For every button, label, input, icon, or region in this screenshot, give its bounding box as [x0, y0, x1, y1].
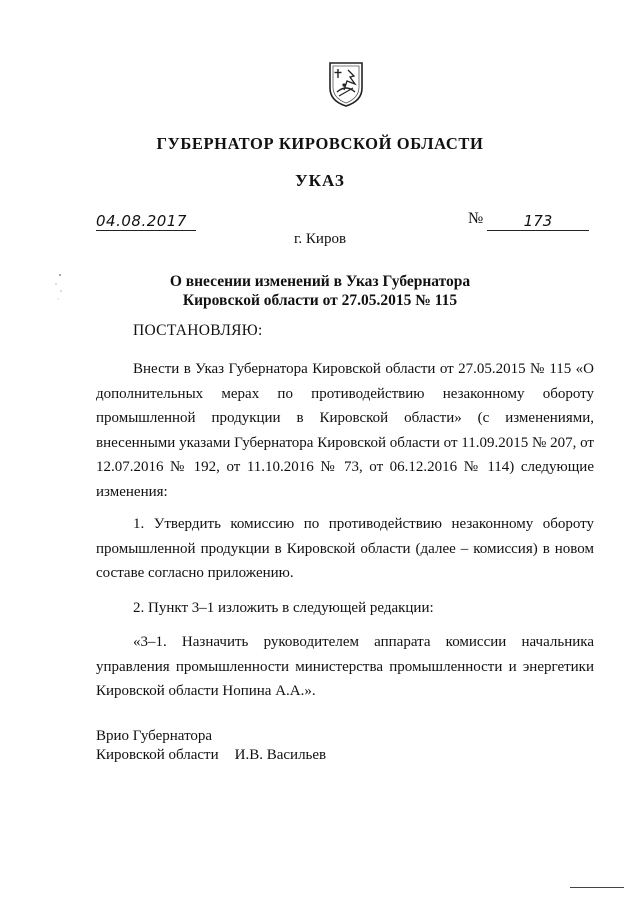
signature-block	[96, 727, 326, 764]
coat-of-arms-icon	[327, 60, 365, 108]
paragraph-item-2: 2. Пункт 3–1 изложить в следующей редакции:	[133, 599, 434, 616]
handwritten-date: 04.08.2017	[96, 212, 196, 231]
document-type: УКАЗ	[295, 171, 345, 190]
issuing-authority: ГУБЕРНАТОР КИРОВСКОЙ ОБЛАСТИ	[156, 134, 484, 153]
scan-specks	[52, 272, 66, 302]
signatory-position-line-1: Врио Губернатора	[96, 728, 213, 744]
paragraph-item-1: 1. Утвердить комиссию по противодействию незаконному обороту промышленной продукции в Кировской области (далее – комиссия) в новом составе согласно приложению.	[96, 516, 594, 581]
signatory-position-line-2: Кировской области	[96, 746, 219, 763]
decree-word: ПОСТАНОВЛЯЮ:	[133, 322, 263, 339]
number-label: №	[468, 210, 484, 227]
title-line-2: Кировской области от 27.05.2015 № 115	[182, 292, 458, 309]
handwritten-number: 173	[487, 212, 589, 231]
paragraph-quoted-amendment: «3–1. Назначить руководителем аппарата комиссии начальника управления промышленности министерства промышленности и энергетики Кировской области Нопина А.А.».	[96, 634, 594, 699]
document-title	[0, 272, 640, 310]
signatory-name: И.В. Васильев	[234, 746, 327, 763]
title-line-1: О внесении изменений в Указ Губернатора	[169, 273, 471, 290]
footer-mark-line	[570, 887, 624, 888]
paragraph-intro: Внести в Указ Губернатора Кировской области от 27.05.2015 № 115 «О дополнительных мерах по противодействию незаконному обороту промышленной продукции в Кировской области» (с изменениями, внесенными указами Губернатора Кировской области от 11.09.2015 № 207, от 12.07.2016 № 192, от 11.10.2016 № 73, от 06.12.2016 № 114) следующие изменения:	[96, 361, 594, 500]
city: г. Киров	[293, 231, 347, 247]
document-body	[96, 357, 594, 714]
